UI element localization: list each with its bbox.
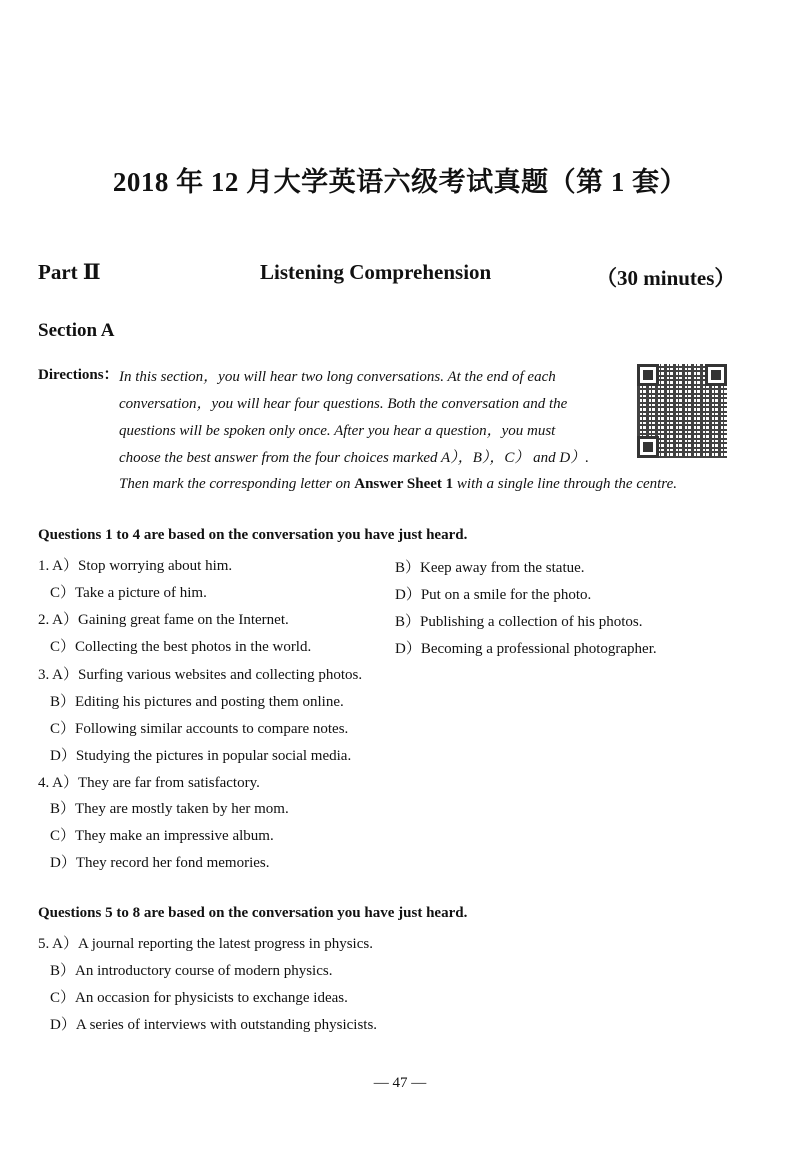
exam-title: 2018 年 12 月大学英语六级考试真题（第 1 套）	[112, 167, 688, 197]
group-1-heading: Questions 1 to 4 are based on the conversation you have just heard.	[38, 527, 468, 543]
directions-line-4: choose the best answer from the four choices marked A），B），C） and D）.	[119, 450, 589, 466]
q5-option-c: C）An occasion for physicists to exchange ideas.	[50, 990, 348, 1006]
section-heading: Section A	[38, 320, 115, 341]
directions-line-2: conversation，you will hear four questions. Both the conversation and the	[119, 396, 568, 412]
group-2-heading: Questions 5 to 8 are based on the conversation you have just heard.	[38, 905, 468, 921]
directions-line-3: questions will be spoken only once. After you hear a question，you must	[119, 423, 556, 439]
q3-option-a: 3. A）Surfing various websites and collecting photos.	[38, 667, 363, 683]
answer-sheet-reference: Answer Sheet 1	[354, 476, 454, 492]
page-number: — 47 —	[373, 1075, 427, 1091]
q3-option-c: C）Following similar accounts to compare notes.	[50, 721, 349, 737]
q3-option-d: D）Studying the pictures in popular social media.	[50, 748, 352, 764]
q3-option-b: B）Editing his pictures and posting them online.	[50, 694, 344, 710]
qr-finder-top-right	[705, 364, 727, 386]
qr-code-icon	[637, 364, 727, 458]
part-title: Listening Comprehension	[260, 260, 492, 284]
directions-line-1: In this section，you will hear two long conversations. At the end of each	[119, 369, 556, 385]
q4-option-d: D）They record her fond memories.	[50, 855, 270, 871]
q4-option-c: C）They make an impressive album.	[50, 828, 274, 844]
part-time-limit: （30 minutes）	[596, 266, 736, 290]
part-label: Part Ⅱ	[38, 260, 101, 284]
q1-option-d: D）Put on a smile for the photo.	[395, 587, 592, 603]
q1-option-c: C）Take a picture of him.	[50, 585, 207, 601]
q2-option-c: C）Collecting the best photos in the world.	[50, 639, 312, 655]
q1-option-a: 1. A）Stop worrying about him.	[38, 558, 233, 574]
q2-option-a: 2. A）Gaining great fame on the Internet.	[38, 612, 289, 628]
directions-line-5-post: with a single line through the centre.	[453, 476, 677, 492]
directions-line-5	[119, 476, 677, 493]
q5-option-b: B）An introductory course of modern physics.	[50, 963, 333, 979]
qr-finder-bottom-left	[637, 436, 659, 458]
q4-option-b: B）They are mostly taken by her mom.	[50, 801, 289, 817]
directions-line-5-pre: Then mark the corresponding letter on	[119, 476, 355, 492]
directions-label: Directions：	[38, 367, 119, 383]
q2-option-d: D）Becoming a professional photographer.	[395, 641, 657, 657]
q5-option-a: 5. A）A journal reporting the latest progress in physics.	[38, 936, 373, 952]
q4-option-a: 4. A）They are far from satisfactory.	[38, 775, 260, 791]
qr-finder-top-left	[637, 364, 659, 386]
q5-option-d: D）A series of interviews with outstanding physicists.	[50, 1017, 378, 1033]
q1-option-b: B）Keep away from the statue.	[395, 560, 585, 576]
q2-option-b: B）Publishing a collection of his photos.	[395, 614, 643, 630]
